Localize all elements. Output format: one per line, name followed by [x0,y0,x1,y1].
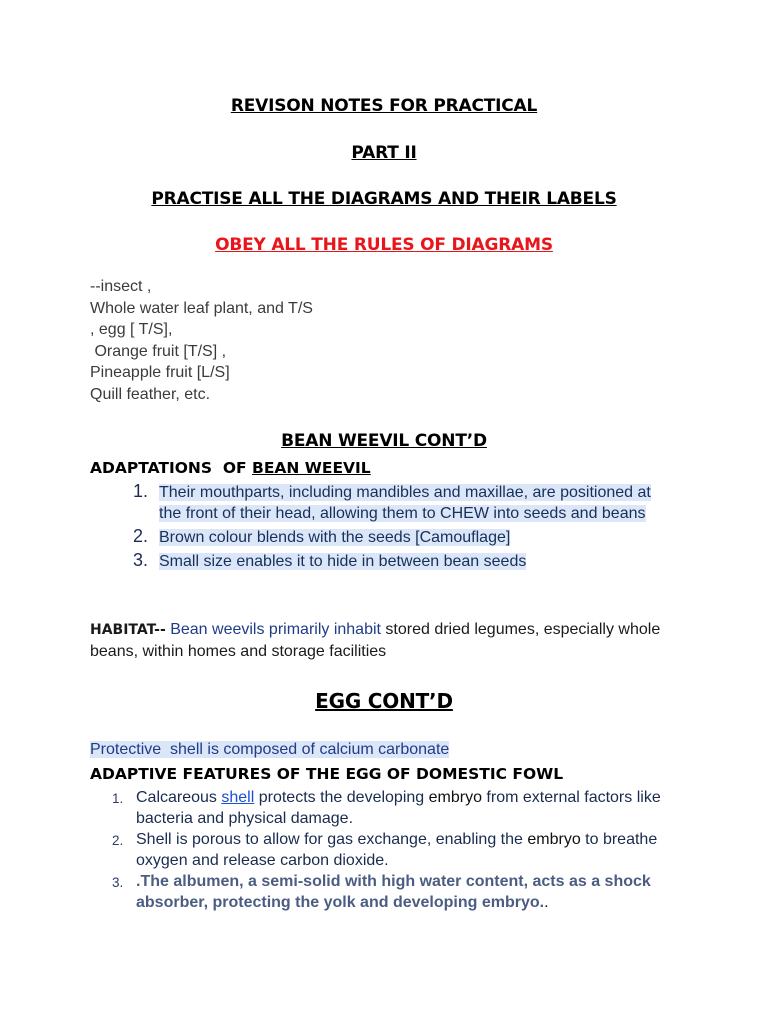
list-item [135,482,675,524]
list-item: Whole water leaf plant, and T/S [90,299,313,317]
list-text: Small size enables it to hide in between bean seeds [159,553,527,570]
list-text: protects the developing [254,789,429,806]
shell-link[interactable]: shell [221,789,255,806]
list-item: Orange fruit [T/S] , [90,342,227,360]
page-title: REVISON NOTES FOR PRACTICAL [230,96,538,116]
adaptations-subject: BEAN WEEVIL [252,459,371,477]
obey-rules-heading: OBEY ALL THE RULES OF DIAGRAMS [215,235,553,255]
practise-heading: PRACTISE ALL THE DIAGRAMS AND THEIR LABELS [151,189,617,209]
egg-shell-text: Protective shell is composed of calcium carbonate [90,741,450,758]
egg-shell-line [90,741,449,759]
list-item: --insect , [90,278,152,295]
habitat-label: HABITAT-- [90,622,166,638]
list-text: Brown colour blends with the seeds [Camouflage] [159,529,511,546]
list-item [135,527,675,548]
part-heading: PART II [351,143,417,163]
list-number: 2. [112,833,124,848]
list-number: 1. [133,481,149,501]
egg-features-heading: ADAPTIVE FEATURES OF THE EGG OF DOMESTIC FOWL [90,765,564,783]
list-number: 3. [112,875,124,890]
bean-weevil-heading: BEAN WEEVIL CONT’D [281,431,487,451]
list-text: Calcareous [136,789,222,806]
list-item [112,872,672,913]
list-text: The albumen, a semi-solid with high water content, acts as a shock absorber, protecting the yolk and developing embryo. [136,873,651,911]
list-text: embryo [527,831,581,848]
diagram-list [90,276,313,406]
habitat-highlight: Bean weevils primarily inhabit [165,621,381,638]
list-number: 3. [133,550,149,570]
egg-heading: EGG CONT’D [315,689,453,713]
habitat-paragraph [90,619,690,662]
list-text: . [136,873,141,890]
habitat-text: stored dried legumes, especially whole beans, within homes and storage facilities [90,621,661,660]
list-number: 2. [133,526,149,546]
list-text: embryo [428,789,482,806]
list-item: Quill feather, etc. [90,385,211,403]
list-item: Pineapple fruit [L/S] [90,364,230,382]
list-item [112,830,672,871]
adaptations-heading [90,459,371,477]
egg-features-list [112,788,672,914]
list-text: Shell is porous to allow for gas exchange, enabling the [136,831,528,848]
list-text: Their mouthparts, including mandibles and maxillae, are positioned at the front of their head, allowing them to CHEW into seeds and beans [159,484,651,522]
weevil-adaptations-list [135,482,675,575]
list-text: from external factors like bacteria and physical damage. [136,789,661,827]
list-text: . [544,893,549,911]
list-item [135,551,675,572]
list-number: 1. [112,791,124,806]
list-item [112,788,672,829]
list-item: , egg [ T/S], [90,321,173,339]
adaptations-prefix: ADAPTATIONS OF [90,459,252,477]
list-text: to breathe oxygen and release carbon dioxide. [136,831,658,869]
